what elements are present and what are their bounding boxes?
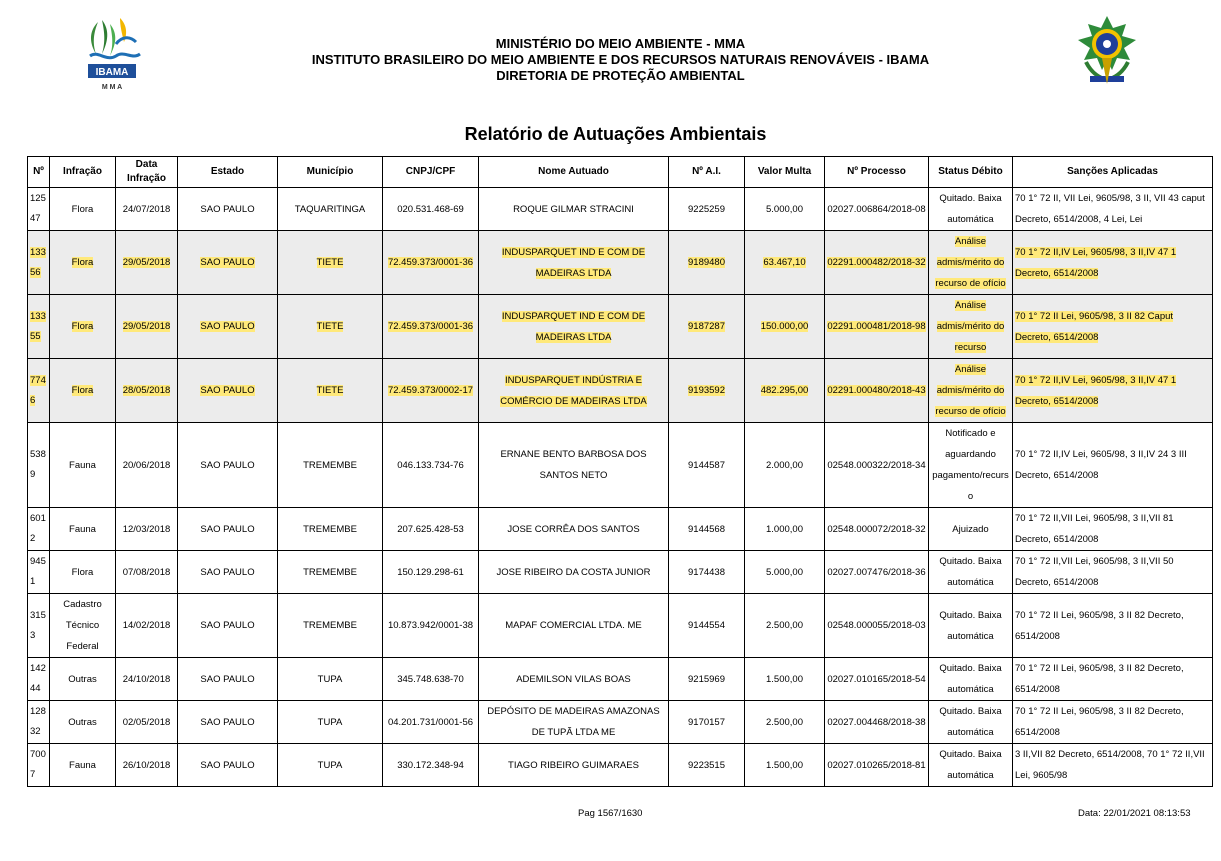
cnpj-cpf-cell: 046.133.734-76 bbox=[383, 423, 479, 508]
ai-number-cell bbox=[669, 359, 745, 423]
record-number-cell: 6012 bbox=[28, 508, 50, 551]
column-header: CNPJ/CPF bbox=[383, 157, 479, 188]
sanctions-cell: 70 1° 72 II Lei, 9605/98, 3 II 82 Decreto, 6514/2008 bbox=[1013, 594, 1213, 658]
state-cell: SAO PAULO bbox=[178, 188, 278, 231]
highlighted-text: 29/05/2018 bbox=[122, 257, 171, 268]
fine-value-cell: 5.000,00 bbox=[745, 551, 825, 594]
highlighted-text: 7746 bbox=[30, 374, 46, 406]
header-line-directorate: DIRETORIA DE PROTEÇÃO AMBIENTAL bbox=[496, 68, 745, 83]
ai-number-cell: 9215969 bbox=[669, 658, 745, 701]
column-header: Estado bbox=[178, 157, 278, 188]
table-row bbox=[28, 594, 1213, 658]
municipality-cell bbox=[278, 359, 383, 423]
process-number-cell: 02548.000055/2018-03 bbox=[825, 594, 929, 658]
cnpj-cpf-cell: 020.531.468-69 bbox=[383, 188, 479, 231]
highlighted-text: Flora bbox=[71, 321, 94, 332]
ai-number-cell: 9144568 bbox=[669, 508, 745, 551]
fine-value-cell bbox=[745, 231, 825, 295]
highlighted-text: 72.459.373/0001-36 bbox=[387, 321, 474, 332]
ai-number-cell bbox=[669, 295, 745, 359]
highlighted-text: 9187287 bbox=[688, 321, 725, 332]
ai-number-cell: 9170157 bbox=[669, 701, 745, 744]
table-body bbox=[28, 188, 1213, 787]
state-cell: SAO PAULO bbox=[178, 423, 278, 508]
highlighted-text: 150.000,00 bbox=[760, 321, 809, 332]
municipality-cell: TREMEMBE bbox=[278, 594, 383, 658]
infraction-date-cell: 20/06/2018 bbox=[116, 423, 178, 508]
process-number-cell: 02027.004468/2018-38 bbox=[825, 701, 929, 744]
debt-status-cell bbox=[929, 295, 1013, 359]
column-header: Nº bbox=[28, 157, 50, 188]
svg-text:IBAMA: IBAMA bbox=[95, 67, 129, 78]
debt-status-cell: Quitado. Baixa automática bbox=[929, 701, 1013, 744]
infraction-date-cell: 24/10/2018 bbox=[116, 658, 178, 701]
sanctions-cell bbox=[1013, 231, 1213, 295]
debt-status-cell: Notificado e aguardando pagamento/recurso bbox=[929, 423, 1013, 508]
cnpj-cpf-cell: 330.172.348-94 bbox=[383, 744, 479, 787]
cnpj-cpf-cell bbox=[383, 295, 479, 359]
debt-status-cell: Quitado. Baixa automática bbox=[929, 188, 1013, 231]
highlighted-text: 72.459.373/0002-17 bbox=[387, 385, 474, 396]
offender-name-cell bbox=[479, 359, 669, 423]
highlighted-text: 482.295,00 bbox=[760, 385, 809, 396]
state-cell: SAO PAULO bbox=[178, 658, 278, 701]
offender-name-cell: ROQUE GILMAR STRACINI bbox=[479, 188, 669, 231]
highlighted-text: 70 1° 72 II,IV Lei, 9605/98, 3 II,IV 47 1 Decreto, 6514/2008 bbox=[1015, 374, 1177, 407]
infraction-date-cell: 24/07/2018 bbox=[116, 188, 178, 231]
process-number-cell: 02027.007476/2018-36 bbox=[825, 551, 929, 594]
process-number-cell bbox=[825, 359, 929, 423]
highlighted-text: Flora bbox=[71, 257, 94, 268]
highlighted-text: 70 1° 72 II Lei, 9605/98, 3 II 82 Caput Decreto, 6514/2008 bbox=[1015, 310, 1174, 343]
cnpj-cpf-cell bbox=[383, 231, 479, 295]
infraction-date-cell bbox=[116, 231, 178, 295]
infraction-date-cell: 26/10/2018 bbox=[116, 744, 178, 787]
infraction-type-cell: Flora bbox=[50, 551, 116, 594]
offender-name-cell: TIAGO RIBEIRO GUIMARAES bbox=[479, 744, 669, 787]
municipality-cell: TREMEMBE bbox=[278, 508, 383, 551]
table-row bbox=[28, 658, 1213, 701]
highlighted-text: 02291.000480/2018-43 bbox=[827, 385, 926, 396]
state-cell: SAO PAULO bbox=[178, 701, 278, 744]
report-title: Relatório de Autuações Ambientais bbox=[464, 124, 767, 144]
debt-status-cell: Quitado. Baixa automática bbox=[929, 658, 1013, 701]
state-cell bbox=[178, 295, 278, 359]
debt-status-cell: Quitado. Baixa automática bbox=[929, 744, 1013, 787]
record-number-cell bbox=[28, 231, 50, 295]
municipality-cell bbox=[278, 231, 383, 295]
fine-value-cell: 2.500,00 bbox=[745, 594, 825, 658]
highlighted-text: 29/05/2018 bbox=[122, 321, 171, 332]
column-header: Data Infração bbox=[116, 157, 178, 188]
municipality-cell: TUPA bbox=[278, 744, 383, 787]
highlighted-text: 02291.000482/2018-32 bbox=[827, 257, 926, 268]
infractions-table bbox=[27, 156, 1213, 787]
debt-status-cell bbox=[929, 231, 1013, 295]
offender-name-cell bbox=[479, 231, 669, 295]
process-number-cell bbox=[825, 231, 929, 295]
offender-name-cell: JOSE CORRÊA DOS SANTOS bbox=[479, 508, 669, 551]
highlighted-text: 70 1° 72 II,IV Lei, 9605/98, 3 II,IV 47 1 Decreto, 6514/2008 bbox=[1015, 246, 1177, 279]
infraction-type-cell: Fauna bbox=[50, 744, 116, 787]
record-number-cell: 3153 bbox=[28, 594, 50, 658]
infraction-date-cell: 14/02/2018 bbox=[116, 594, 178, 658]
table-row bbox=[28, 423, 1213, 508]
process-number-cell: 02027.010165/2018-54 bbox=[825, 658, 929, 701]
highlighted-text: 02291.000481/2018-98 bbox=[827, 321, 926, 332]
column-header: Sanções Aplicadas bbox=[1013, 157, 1213, 188]
highlighted-text: INDUSPARQUET IND E COM DE MADEIRAS LTDA bbox=[501, 310, 646, 343]
table-row bbox=[28, 744, 1213, 787]
record-number-cell: 7007 bbox=[28, 744, 50, 787]
highlighted-text: INDUSPARQUET INDÚSTRIA E COMÉRCIO DE MADEIRAS LTDA bbox=[500, 374, 647, 407]
record-number-cell: 12832 bbox=[28, 701, 50, 744]
table-row bbox=[28, 188, 1213, 231]
fine-value-cell: 1.500,00 bbox=[745, 744, 825, 787]
highlighted-text: SAO PAULO bbox=[200, 321, 255, 332]
report-date: Data: 22/01/2021 08:13:53 bbox=[1078, 808, 1191, 819]
state-cell: SAO PAULO bbox=[178, 744, 278, 787]
infraction-date-cell bbox=[116, 359, 178, 423]
highlighted-text: 13356 bbox=[30, 246, 46, 278]
highlighted-text: 28/05/2018 bbox=[122, 385, 171, 396]
offender-name-cell: ADEMILSON VILAS BOAS bbox=[479, 658, 669, 701]
column-header: Município bbox=[278, 157, 383, 188]
highlighted-text: 72.459.373/0001-36 bbox=[387, 257, 474, 268]
cnpj-cpf-cell: 04.201.731/0001-56 bbox=[383, 701, 479, 744]
highlighted-text: 9193592 bbox=[688, 385, 725, 396]
ai-number-cell: 9174438 bbox=[669, 551, 745, 594]
debt-status-cell bbox=[929, 359, 1013, 423]
state-cell: SAO PAULO bbox=[178, 508, 278, 551]
state-cell bbox=[178, 359, 278, 423]
column-header: Nome Autuado bbox=[479, 157, 669, 188]
table-header-row bbox=[28, 157, 1213, 188]
fine-value-cell bbox=[745, 295, 825, 359]
cnpj-cpf-cell: 345.748.638-70 bbox=[383, 658, 479, 701]
state-cell: SAO PAULO bbox=[178, 594, 278, 658]
offender-name-cell bbox=[479, 295, 669, 359]
infraction-type-cell: Cadastro Técnico Federal bbox=[50, 594, 116, 658]
municipality-cell bbox=[278, 295, 383, 359]
table-row bbox=[28, 231, 1213, 295]
highlighted-text: 13355 bbox=[30, 310, 46, 342]
municipality-cell: TUPA bbox=[278, 658, 383, 701]
highlighted-text: 63.467,10 bbox=[763, 257, 806, 268]
record-number-cell: 9451 bbox=[28, 551, 50, 594]
infraction-type-cell bbox=[50, 231, 116, 295]
highlighted-text: SAO PAULO bbox=[200, 257, 255, 268]
infraction-type-cell: Outras bbox=[50, 658, 116, 701]
table-row bbox=[28, 551, 1213, 594]
page-number: Pag 1567/1630 bbox=[578, 808, 643, 819]
process-number-cell bbox=[825, 295, 929, 359]
sanctions-cell bbox=[1013, 359, 1213, 423]
offender-name-cell: MAPAF COMERCIAL LTDA. ME bbox=[479, 594, 669, 658]
cnpj-cpf-cell: 10.873.942/0001-38 bbox=[383, 594, 479, 658]
municipality-cell: TAQUARITINGA bbox=[278, 188, 383, 231]
municipality-cell: TREMEMBE bbox=[278, 423, 383, 508]
fine-value-cell: 2.500,00 bbox=[745, 701, 825, 744]
sanctions-cell: 70 1° 72 II Lei, 9605/98, 3 II 82 Decreto, 6514/2008 bbox=[1013, 701, 1213, 744]
table-row bbox=[28, 359, 1213, 423]
column-header: Valor Multa bbox=[745, 157, 825, 188]
table-row bbox=[28, 508, 1213, 551]
highlighted-text: Análise admis/mérito do recurso bbox=[936, 300, 1005, 353]
sanctions-cell: 70 1° 72 II,VII Lei, 9605/98, 3 II,VII 50 Decreto, 6514/2008 bbox=[1013, 551, 1213, 594]
header-line-ministry: MINISTÉRIO DO MEIO AMBIENTE - MMA bbox=[495, 36, 746, 51]
infraction-date-cell: 12/03/2018 bbox=[116, 508, 178, 551]
ai-number-cell: 9144554 bbox=[669, 594, 745, 658]
sanctions-cell: 70 1° 72 II, VII Lei, 9605/98, 3 II, VII 43 caput Decreto, 6514/2008, 4 Lei, Lei bbox=[1013, 188, 1213, 231]
infraction-date-cell: 02/05/2018 bbox=[116, 701, 178, 744]
fine-value-cell: 2.000,00 bbox=[745, 423, 825, 508]
sanctions-cell: 3 II,VII 82 Decreto, 6514/2008, 70 1° 72 II,VII Lei, 9605/98 bbox=[1013, 744, 1213, 787]
record-number-cell: 5389 bbox=[28, 423, 50, 508]
column-header: Status Débito bbox=[929, 157, 1013, 188]
infraction-type-cell: Fauna bbox=[50, 423, 116, 508]
state-cell: SAO PAULO bbox=[178, 551, 278, 594]
ai-number-cell: 9223515 bbox=[669, 744, 745, 787]
table-row bbox=[28, 701, 1213, 744]
highlighted-text: INDUSPARQUET IND E COM DE MADEIRAS LTDA bbox=[501, 246, 646, 279]
offender-name-cell: DEPÓSITO DE MADEIRAS AMAZONAS DE TUPÃ LTDA ME bbox=[479, 701, 669, 744]
cnpj-cpf-cell: 150.129.298-61 bbox=[383, 551, 479, 594]
record-number-cell bbox=[28, 359, 50, 423]
infraction-type-cell bbox=[50, 359, 116, 423]
svg-text:M M A: M M A bbox=[101, 84, 123, 91]
highlighted-text: SAO PAULO bbox=[200, 385, 255, 396]
state-cell bbox=[178, 231, 278, 295]
debt-status-cell: Quitado. Baixa automática bbox=[929, 594, 1013, 658]
highlighted-text: TIETE bbox=[316, 257, 344, 268]
highlighted-text: Flora bbox=[71, 385, 94, 396]
record-number-cell bbox=[28, 295, 50, 359]
sanctions-cell: 70 1° 72 II,VII Lei, 9605/98, 3 II,VII 81 Decreto, 6514/2008 bbox=[1013, 508, 1213, 551]
sanctions-cell: 70 1° 72 II,IV Lei, 9605/98, 3 II,IV 24 3 III Decreto, 6514/2008 bbox=[1013, 423, 1213, 508]
column-header: Nº A.I. bbox=[669, 157, 745, 188]
infraction-type-cell: Outras bbox=[50, 701, 116, 744]
debt-status-cell: Quitado. Baixa automática bbox=[929, 551, 1013, 594]
infraction-type-cell: Fauna bbox=[50, 508, 116, 551]
cnpj-cpf-cell: 207.625.428-53 bbox=[383, 508, 479, 551]
fine-value-cell bbox=[745, 359, 825, 423]
highlighted-text: TIETE bbox=[316, 385, 344, 396]
offender-name-cell: ERNANE BENTO BARBOSA DOS SANTOS NETO bbox=[479, 423, 669, 508]
fine-value-cell: 5.000,00 bbox=[745, 188, 825, 231]
report-header bbox=[0, 36, 1221, 84]
record-number-cell: 14244 bbox=[28, 658, 50, 701]
sanctions-cell bbox=[1013, 295, 1213, 359]
infraction-type-cell: Flora bbox=[50, 188, 116, 231]
process-number-cell: 02548.000072/2018-32 bbox=[825, 508, 929, 551]
cnpj-cpf-cell bbox=[383, 359, 479, 423]
process-number-cell: 02027.010265/2018-81 bbox=[825, 744, 929, 787]
infraction-date-cell bbox=[116, 295, 178, 359]
highlighted-text: Análise admis/mérito do recurso de ofício bbox=[935, 236, 1006, 289]
process-number-cell: 02027.006864/2018-08 bbox=[825, 188, 929, 231]
highlighted-text: 9189480 bbox=[688, 257, 725, 268]
column-header: Infração bbox=[50, 157, 116, 188]
ai-number-cell: 9225259 bbox=[669, 188, 745, 231]
highlighted-text: Análise admis/mérito do recurso de ofício bbox=[935, 364, 1006, 417]
municipality-cell: TREMEMBE bbox=[278, 551, 383, 594]
infraction-date-cell: 07/08/2018 bbox=[116, 551, 178, 594]
header-line-institute: INSTITUTO BRASILEIRO DO MEIO AMBIENTE E DOS RECURSOS NATURAIS RENOVÁVEIS - IBAMA bbox=[311, 52, 930, 67]
column-header: Nº Processo bbox=[825, 157, 929, 188]
highlighted-text: TIETE bbox=[316, 321, 344, 332]
offender-name-cell: JOSE RIBEIRO DA COSTA JUNIOR bbox=[479, 551, 669, 594]
infraction-type-cell bbox=[50, 295, 116, 359]
ai-number-cell: 9144587 bbox=[669, 423, 745, 508]
record-number-cell: 12547 bbox=[28, 188, 50, 231]
fine-value-cell: 1.500,00 bbox=[745, 658, 825, 701]
table-row bbox=[28, 295, 1213, 359]
sanctions-cell: 70 1° 72 II Lei, 9605/98, 3 II 82 Decreto, 6514/2008 bbox=[1013, 658, 1213, 701]
municipality-cell: TUPA bbox=[278, 701, 383, 744]
debt-status-cell: Ajuizado bbox=[929, 508, 1013, 551]
process-number-cell: 02548.000322/2018-34 bbox=[825, 423, 929, 508]
ai-number-cell bbox=[669, 231, 745, 295]
fine-value-cell: 1.000,00 bbox=[745, 508, 825, 551]
